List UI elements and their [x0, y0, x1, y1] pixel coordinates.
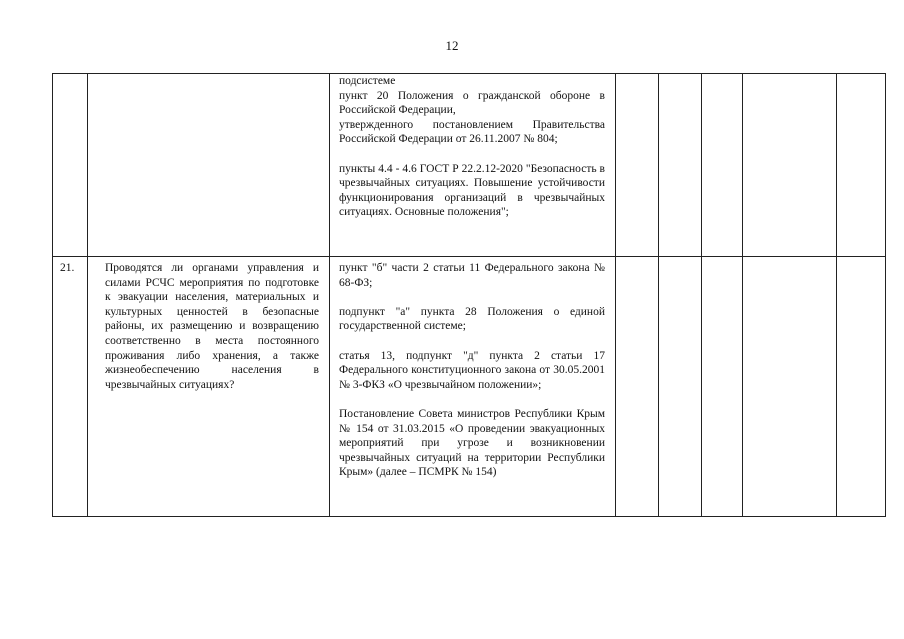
checklist-table: [52, 73, 886, 517]
reference-text: подпункт "а" пункта 28 Положения о единой государственной системе;: [339, 305, 605, 333]
reference-text: Постановление Совета министров Республики Крым № 154 от 31.03.2015 «О проведении эвакуационных мероприятий при угрозе и возникновении чрезвычайных ситуаций на территории Республики Крым» (далее – ПСМРК № 154): [339, 407, 605, 479]
reference-text: утвержденного постановлением Правительства Российской Федерации от 26.11.2007 № 804;: [339, 118, 605, 146]
table-row-previous: [53, 74, 886, 257]
empty-cell: [616, 257, 659, 517]
reference-spacer: [339, 392, 605, 407]
empty-cell: [616, 74, 659, 257]
empty-cell: [659, 257, 702, 517]
reference-spacer: [339, 334, 605, 349]
empty-cell: [837, 74, 886, 257]
empty-cell: [837, 257, 886, 517]
question-cell: [88, 74, 330, 257]
row-number-cell: [53, 74, 88, 257]
empty-cell: [702, 74, 743, 257]
page-number: 12: [445, 38, 459, 53]
reference-text: пункт 20 Положения о гражданской обороне в Российской Федерации,: [339, 89, 605, 117]
row-number-cell: 21.: [53, 257, 88, 517]
legal-references-cell: [330, 74, 616, 257]
reference-spacer: [339, 147, 605, 162]
empty-cell: [659, 74, 702, 257]
reference-text: статья 13, подпункт "д" пункта 2 статьи 17 Федерального конституционного закона от 30.05.2001 № 3-ФКЗ «О чрезвычайном положении»;: [339, 349, 605, 391]
empty-cell: [702, 257, 743, 517]
question-cell: Проводятся ли органами управления и силами РСЧС мероприятия по подготовке к эвакуации населения, материальных и культурных ценностей в безопасные районы, их размещению и возвращению соответственно в места постоянного проживания либо хранения, а также жизнеобеспечению населения в чрезвычайных ситуациях?: [88, 257, 330, 517]
table-row-21: [53, 257, 886, 517]
reference-text: пункт "б" части 2 статьи 11 Федерального закона № 68-ФЗ;: [339, 262, 605, 289]
empty-cell: [743, 74, 837, 257]
reference-text: подсистеме: [339, 75, 396, 87]
legal-references-cell: [330, 257, 616, 517]
reference-text: пункты 4.4 - 4.6 ГОСТ Р 22.2.12-2020 "Безопасность в чрезвычайных ситуациях. Повышение устойчивости функционирования организаций в чрезвычайных ситуациях. Основные положения";: [339, 162, 605, 219]
empty-cell: [743, 257, 837, 517]
reference-spacer: [339, 290, 605, 305]
